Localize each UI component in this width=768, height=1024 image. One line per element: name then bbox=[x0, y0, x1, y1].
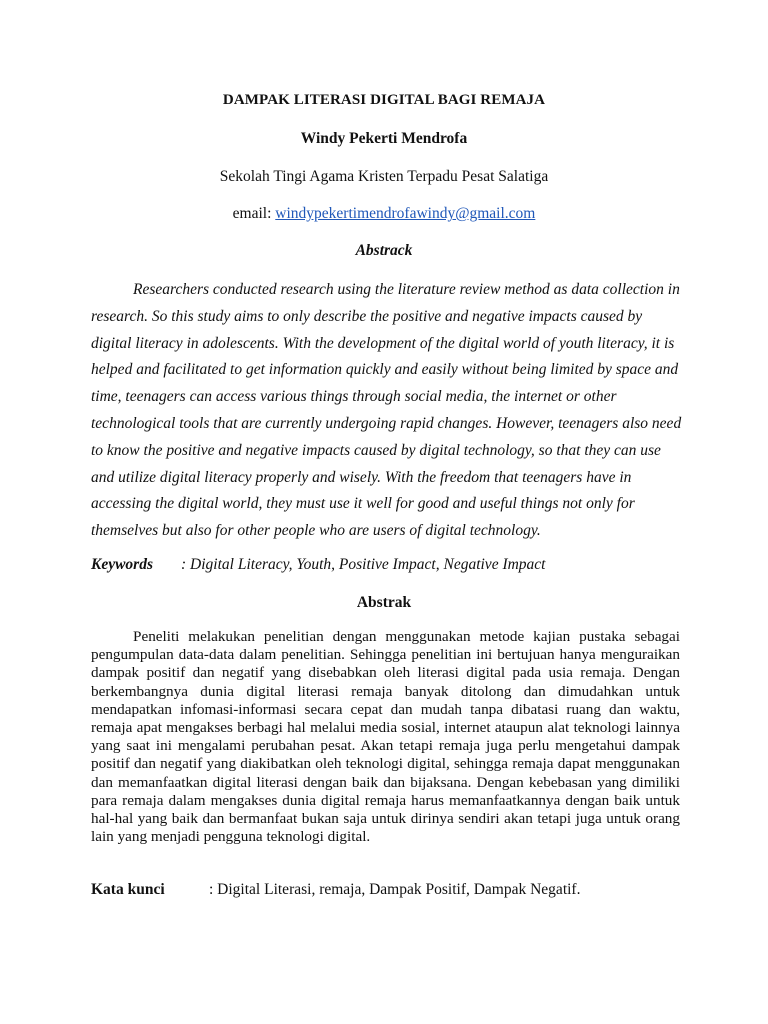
keywords-en-values: : Digital Literacy, Youth, Positive Impact, Negative Impact bbox=[181, 556, 546, 573]
author-name: Windy Pekerti Mendrofa bbox=[300, 130, 468, 147]
keywords-id-values: : Digital Literasi, remaja, Dampak Positif, Dampak Negatif. bbox=[209, 881, 581, 898]
affiliation: Sekolah Tingi Agama Kristen Terpadu Pesat Salatiga bbox=[219, 168, 549, 185]
email-line bbox=[0, 205, 768, 223]
keywords-id bbox=[91, 881, 580, 899]
email-label: email: bbox=[232, 205, 272, 222]
abstract-id-heading: Abstrak bbox=[356, 594, 412, 611]
email-link[interactable]: windypekertimendrofawindy@gmail.com bbox=[275, 205, 536, 222]
keywords-en-label: Keywords bbox=[91, 556, 153, 573]
keywords-en bbox=[91, 556, 546, 574]
abstract-en-heading: Abstrack bbox=[355, 242, 413, 259]
abstract-en-text: Researchers conducted research using the literature review method as data collection in research. So this study aims to only describe the positive and negative impacts caused by digital literacy in adolescents. With the development of the digital world of youth literacy, it is helped and facilitated to get information quickly and easily without being limited by space and time, teenagers can access various things through social media, the internet or other technological tools that are currently undergoing rapid changes. However, teenagers also need to know the positive and negative impacts caused by digital technology, so that they can use and utilize digital literacy properly and wisely. With the freedom that teenagers have in accessing the digital world, they must use it well for good and useful things not only for themselves but also for other people who are users of digital technology. bbox=[91, 281, 682, 540]
paper-title: DAMPAK LITERASI DIGITAL BAGI REMAJA bbox=[222, 92, 546, 108]
keywords-id-label: Kata kunci bbox=[91, 881, 165, 898]
abstract-id-text: Peneliti melakukan penelitian dengan menggunakan metode kajian pustaka sebagai pengumpulan data-data dalam penelitian. Sehingga penelitian ini bertujuan hanya menguraikan dampak positif dan negatif yang disebabkan oleh literasi digital pada usia remaja. Dengan berkembangnya dunia digital literasi remaja banyak ditolong dan dimudahkan untuk mendapatkan infomasi-informasi secara cepat dan mudah tanpa dibatasi ruang dan waktu, remaja apat mengakses berbagi hal melalui media sosial, internet ataupun alat teknologi lainnya yang saat ini mengalami perubahan pesat. Akan tetapi remaja juga perlu mengetahui dampak positif dan negatif yang diakibatkan oleh teknologi digital, sehingga remaja dapat menggunakan dan memanfaatkan digital literasi dengan baik dan bijaksana. Dengan kebebasan yang dimiliki para remaja dalam mengakses dunia digital remaja harus memanfaatkannya dengan baik untuk hal-hal yang baik dan bermanfaat bukan saja untuk dirinya sendiri akan tetapi juga untuk orang lain yang menjadi pengguna teknologi digital. bbox=[91, 628, 680, 846]
